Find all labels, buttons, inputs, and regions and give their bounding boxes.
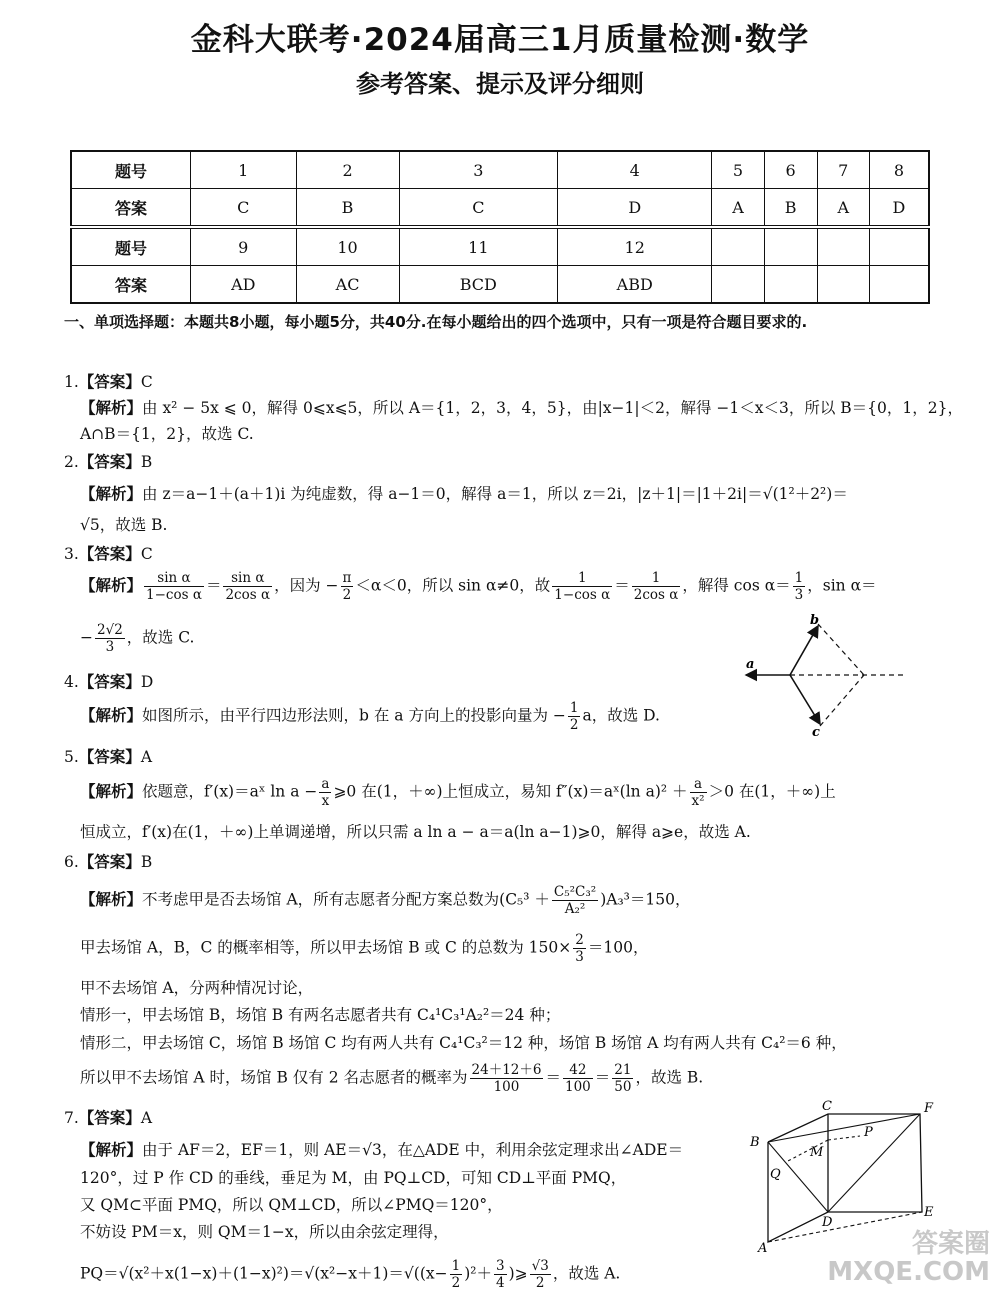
table-cell: 3 [399,151,557,189]
table-cell: 7 [817,151,869,189]
table-cell: 11 [399,227,557,266]
q5-analysis-line: 恒成立，f′(x)在(1，＋∞)上单调递增，所以只需 a ln a − a＝a(ln a−1)⩾0，解得 a⩾e，故选 A. [80,823,751,841]
q1-analysis-line: A∩B＝{1，2}，故选 C. [80,425,254,443]
vector-b [790,626,818,675]
label-P: P [864,1125,873,1140]
q5-analysis-line: 【解析】依题意，f′(x)＝aˣ ln a − $\frac{a}{x}$ ⩾0 在(1，＋∞)上恒成立，易知 f″(x)＝aˣ(ln a)² ＋ $\frac{a}{\text{x²}}$ ＞0 在(1，＋∞)上 [80,776,836,809]
table-cell: AD [191,266,297,304]
table-cell: 6 [764,151,817,189]
table-cell: B [296,189,399,228]
table-cell [869,227,929,266]
q2-answer: 2.【答案】B [64,453,153,471]
q5-answer: 5.【答案】A [64,748,153,766]
table-cell: 5 [712,151,764,189]
table-cell: D [869,189,929,228]
label-F: F [924,1101,934,1116]
q4-answer: 4.【答案】D [64,673,154,691]
table-cell [817,227,869,266]
table-cell: D [558,189,712,228]
q6-analysis-line: 【解析】不考虑甲是否去场馆 A，所有志愿者分配方案总数为(C₅³ ＋ $\frac{\text{C₅²C₃²}}{\text{A₂²}}$ )A₃³＝150， [80,884,691,917]
table-cell: C [399,189,557,228]
table-cell [764,227,817,266]
answer-table [70,150,930,304]
table-cell [817,266,869,304]
table-cell [869,266,929,304]
table-cell: A [817,189,869,228]
label-Q: Q [770,1167,781,1182]
q7-analysis-line: 不妨设 PM＝x，则 QM＝1−x，所以由余弦定理得， [80,1223,449,1241]
table-cell: 1 [191,151,297,189]
q6-analysis-line: 甲去场馆 A，B，C 的概率相等，所以甲去场馆 B 或 C 的总数为 150× $\frac{2}{3}$ ＝100， [80,932,649,965]
q1-analysis-line: 【解析】由 x² − 5x ⩽ 0，解得 0⩽x⩽5，所以 A＝{1，2，3，4，5}，由|x−1|＜2，解得 −1＜x＜3，所以 B＝{0，1，2}， [80,399,963,417]
table-cell: AC [296,266,399,304]
table-cell [712,266,764,304]
q2-analysis-line: 【解析】由 z＝a−1＋(a＋1)i 为纯虚数，得 a−1＝0，解得 a＝1，所以 z＝2i，|z＋1|＝|1＋2i|＝√(1²＋2²)＝ [80,485,848,503]
q6-answer: 6.【答案】B [64,853,153,871]
table-cell [764,266,817,304]
vector-diagram [740,612,910,738]
q1-answer: 1.【答案】C [64,373,153,391]
label-a: a [746,657,755,672]
table-cell: 8 [869,151,929,189]
label-b: b [810,613,820,628]
q3-analysis-line: 【解析】 $\frac{\text{sin α}}{\text{1−cos α}}$ ＝ $\frac{\text{sin α}}{\text{2cos α}}$ ，因为 − $\frac{\pi}{2}$ ＜α＜0，所以 sin α≠0，故 $\frac{1}{\text{1−cos α}}$ ＝ $\frac{1}{\text{2cos α}}$ ，解得 cos α＝ $\frac{1}{3}$ ，sin α＝ [80,570,877,603]
watermark: 答案圈 MXQE.COM [827,1229,990,1287]
table-cell: 10 [296,227,399,266]
q7-analysis-line: 120°，过 P 作 CD 的垂线，垂足为 M，由 PQ⊥CD，可知 CD⊥平面 PMQ， [80,1169,627,1187]
page-title: 金科大联考·2024届高三1月质量检测·数学 [190,22,810,58]
q6-analysis-line: 所以甲不去场馆 A 时，场馆 B 仅有 2 名志愿者的概率为 $\frac{24+12+6}{100}$ ＝ $\frac{42}{100}$ ＝ $\frac{21}{50}$ ，故选 B. [80,1062,704,1095]
q3-analysis-line: − $\frac{2√2}{3}$ ，故选 C. [80,622,195,655]
table-cell: 2 [296,151,399,189]
table-cell: 12 [558,227,712,266]
q7-analysis-line: 又 QM⊂平面 PMQ，所以 QM⊥CD，所以∠PMQ＝120°， [80,1196,503,1214]
label-D: D [822,1215,833,1230]
label-B: B [750,1135,760,1150]
q6-analysis-line: 甲不去场馆 A，分两种情况讨论， [80,979,314,997]
table-cell: ABD [558,266,712,304]
table-row [71,189,929,228]
row-header: 题号 [71,151,191,189]
label-E: E [924,1205,934,1220]
q6-analysis-line: 情形一，甲去场馆 B，场馆 B 有两名志愿者共有 C₄¹C₃¹A₂²＝24 种； [80,1006,561,1024]
label-C: C [822,1100,832,1114]
label-A: A [758,1241,768,1256]
row-header: 答案 [71,189,191,228]
q6-analysis-line: 情形二，甲去场馆 C，场馆 B 场馆 C 均有两人共有 C₄¹C₃²＝12 种，场馆 B 场馆 A 均有两人共有 C₄²＝6 种， [80,1034,847,1052]
q7-answer: 7.【答案】A [64,1109,153,1127]
table-cell: B [764,189,817,228]
label-M: M [810,1145,824,1160]
table-cell [712,227,764,266]
table-cell: 4 [558,151,712,189]
table-cell: BCD [399,266,557,304]
section-heading: 一、单项选择题：本题共8小题，每小题5分，共40分.在每小题给出的四个选项中，只有一项是符合题目要求的. [64,313,808,331]
q7-analysis-line: PQ＝√(x²＋x(1−x)＋(1−x)²)＝√(x²−x＋1)＝√((x− $\frac{1}{2}$ )²＋ $\frac{3}{4}$ )⩾ $\frac{√3}{2}$ ，故选 A. [80,1258,621,1291]
q4-analysis-line: 【解析】如图所示，由平行四边形法则，b 在 a 方向上的投影向量为 − $\frac{1}{2}$ a，故选 D. [80,700,660,733]
table-cell: A [712,189,764,228]
label-c: c [812,725,820,738]
table-row [71,151,929,189]
row-header: 答案 [71,266,191,304]
table-cell: 9 [191,227,297,266]
row-header: 题号 [71,227,191,266]
table-row [71,266,929,304]
vector-c [790,675,820,724]
table-row [71,227,929,266]
q3-answer: 3.【答案】C [64,545,153,563]
page-subtitle: 参考答案、提示及评分细则 [356,70,644,98]
q7-analysis-line: 【解析】由于 AF＝2，EF＝1，则 AE＝√3，在△ADE 中，利用余弦定理求出∠ADE＝ [80,1141,684,1159]
table-cell: C [191,189,297,228]
q2-analysis-line: √5，故选 B. [80,516,168,534]
